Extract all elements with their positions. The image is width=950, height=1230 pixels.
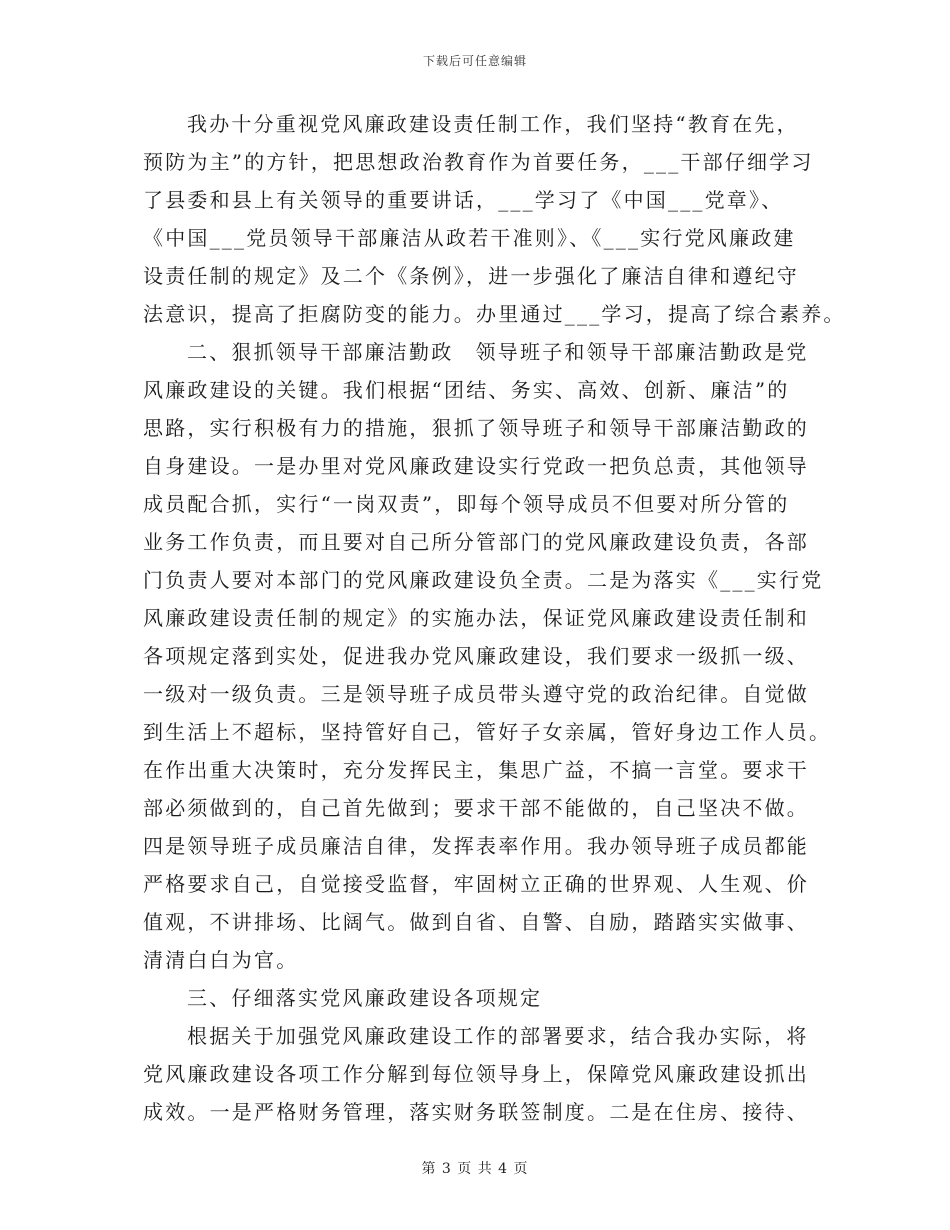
paragraph-line: 严格要求自己，自觉接受监督，牢固树立正确的世界观、人生观、价 (143, 872, 809, 896)
paragraph-line: 四是领导班子成员廉洁自律，发挥表率作用。我办领导班子成员都能 (143, 834, 809, 858)
paragraph-line: 各项规定落到实处，促进我办党风廉政建设，我们要求一级抓一级、 (143, 644, 809, 668)
section-heading-line: 三、仔细落实党风廉政建设各项规定 (187, 986, 543, 1010)
page-header: 下载后可任意编辑 (422, 54, 527, 68)
paragraph-line: 党风廉政建设各项工作分解到每位领导身上，保障党风廉政建设抓出 (143, 1062, 809, 1086)
paragraph-line: 了县委和县上有关领导的重要讲话，___学习了《中国___党章》、 (143, 188, 784, 212)
paragraph-line: 值观，不讲排场、比阔气。做到自省、自警、自励，踏踏实实做事、 (143, 910, 809, 934)
paragraph-line: 业务工作负责，而且要对自己所分管部门的党风廉政建设负责，各部 (143, 530, 809, 554)
paragraph-line: 思路，实行积极有力的措施，狠抓了领导班子和领导干部廉洁勤政的 (143, 416, 809, 440)
section-heading-line: 二、狠抓领导干部廉洁勤政 领导班子和领导干部廉洁勤政是党 (187, 340, 809, 364)
paragraph-line: 自身建设。一是办里对党风廉政建设实行党政一把负总责，其他领导 (143, 454, 809, 478)
paragraph-line: 在作出重大决策时，充分发挥民主，集思广益，不搞一言堂。要求干 (143, 758, 809, 782)
paragraph-line: 到生活上不超标，坚持管好自己，管好子女亲属，管好身边工作人员。 (143, 720, 832, 744)
page-footer: 第 3 页 共 4 页 (421, 1161, 529, 1177)
paragraph-line: 我办十分重视党风廉政建设责任制工作，我们坚持“教育在先， (187, 112, 799, 136)
paragraph-line: 风廉政建设的关键。我们根据“团结、务实、高效、创新、廉洁”的 (143, 378, 790, 402)
paragraph-line: 成效。一是严格财务管理，落实财务联签制度。二是在住房、接待、 (143, 1100, 809, 1124)
paragraph-line: 设责任制的规定》及二个《条例》，进一步强化了廉洁自律和遵纪守 (143, 264, 799, 288)
paragraph-line: 门负责人要对本部门的党风廉政建设负全责。二是为落实《___实行党 (143, 568, 824, 592)
document-body (143, 105, 846, 1131)
paragraph-line: 法意识，提高了拒腐防变的能力。办里通过___学习，提高了综合素养。 (143, 302, 846, 326)
paragraph-line: 根据关于加强党风廉政建设工作的部署要求，结合我办实际，将 (187, 1024, 809, 1048)
paragraph-line: 清清白白为官。 (143, 948, 299, 972)
paragraph-line: 成员配合抓，实行“一岗双责”，即每个领导成员不但要对所分管的 (143, 492, 790, 516)
paragraph-line: 风廉政建设责任制的规定》的实施办法，保证党风廉政建设责任制和 (143, 606, 809, 630)
paragraph-line: 《中国___党员领导干部廉洁从政若干准则》、《___实行党风廉政建 (143, 226, 796, 250)
paragraph-line: 一级对一级负责。三是领导班子成员带头遵守党的政治纪律。自觉做 (143, 682, 809, 706)
paragraph-line: 部必须做到的，自己首先做到；要求干部不能做的，自己坚决不做。 (143, 796, 809, 820)
paragraph-line: 预防为主”的方针，把思想政治教育作为首要任务，___干部仔细学习 (143, 150, 814, 174)
